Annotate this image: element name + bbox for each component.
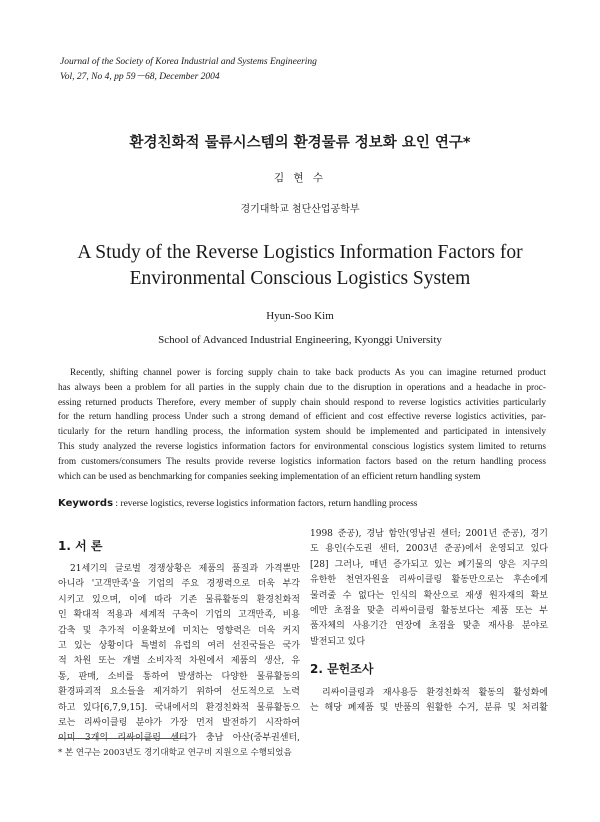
body-line: [28] 그러나, 매년 증가되고 있는 폐기물의 양은 지구의 bbox=[310, 559, 548, 570]
body-line: 는 해당 폐제품 및 반품의 원활한 수거, 분류 및 처리활 bbox=[310, 703, 548, 714]
journal-name: Journal of the Society of Korea Industrial and Systems Engineering bbox=[60, 57, 317, 67]
body-line: 아니라 '고객만족'을 기업의 주요 경쟁력으로 더욱 부각 bbox=[58, 579, 300, 590]
abstract-line: which can be used as benchmarking for companies seeking implementation of an efficient return handling system bbox=[58, 471, 481, 482]
korean-affiliation: 경기대학교 첨단산업공학부 bbox=[240, 204, 360, 215]
keywords bbox=[58, 498, 417, 509]
korean-author: 김 현 수 bbox=[273, 172, 327, 184]
abstract-line: from customers/consumers The results provide reverse logistics information factors based on the return handling process bbox=[58, 456, 546, 467]
abstract-line: has always been a problem for all parties in the supply chain due to the disruption in operations and a headache in proc- bbox=[58, 382, 546, 393]
body-line: 이미 3개의 리싸이클링 센터가 충남 아산(중부권센터, bbox=[58, 733, 300, 744]
body-line: 품자체의 사용기간 연장에 초점을 맞춘 재사용 분야로 bbox=[310, 621, 548, 632]
body-line: 통, 판매, 소비를 통하여 발생하는 다양한 물류활동의 bbox=[58, 671, 300, 682]
korean-title: 환경친화적 물류시스템의 환경물류 정보화 요인 연구* bbox=[129, 135, 471, 151]
abstract-line: for the return handling process Under such a strong demand of efficient and cost effective reverse logistics activities, par- bbox=[58, 412, 546, 423]
english-title bbox=[0, 240, 600, 292]
body-line: 환경파괴적 요소들을 제거하기 위하여 선도적으로 노력 bbox=[58, 687, 300, 698]
abstract-line: Recently, shifting channel power is forcing supply chain to take back products As you can imagine returned product bbox=[70, 368, 546, 378]
journal-volume: Vol, 27, No 4, pp 59－68, December 2004 bbox=[60, 72, 220, 82]
abstract-line: This study analyzed the reverse logistics information factors for environmental conscious logistics system limited to returns bbox=[58, 441, 546, 452]
english-title-line: A Study of the Reverse Logistics Information Factors for bbox=[77, 242, 523, 263]
body-line: 발전되고 있다 bbox=[310, 636, 366, 647]
footnote-divider bbox=[58, 738, 188, 739]
body-line: 고 있는 상황이다 특별히 유럽의 여러 선진국들은 국가 bbox=[58, 641, 300, 652]
section-heading-literature-review: 2. 문헌조사 bbox=[310, 662, 374, 676]
body-line: 유한한 천연자원을 리싸이클링 활동만으로는 후손에게 bbox=[310, 575, 548, 586]
keywords-label: Keywords bbox=[58, 498, 114, 509]
body-line: 물려줄 수 없다는 인식의 확산으로 재생 원자재의 확보 bbox=[310, 590, 548, 601]
body-line: 적 차원 또는 개별 소비자적 차원에서 제품의 생산, 유 bbox=[58, 656, 300, 667]
body-line: 1998 준공), 경남 함안(영남권 센터; 2001년 준공), 경기 bbox=[310, 529, 548, 539]
body-line: 시키고 있으며, 이에 따라 기존 물류활동의 환경친화적 bbox=[58, 594, 300, 605]
journal-header bbox=[60, 55, 317, 85]
keywords-text: : reverse logistics, reverse logistics information factors, return handling process bbox=[115, 499, 418, 509]
body-line: 리싸이클링과 재사용등 환경친화적 활동의 활성화에 bbox=[322, 688, 548, 698]
section-heading-introduction: 1. 서 론 bbox=[58, 539, 103, 553]
abstract-line: essing returned products Therefore, every member of supply chain should respond to reverse logistics activities particularly bbox=[58, 397, 546, 408]
abstract-line: ticularly for the return handling process, the information system should be implemented and participated in intensively bbox=[58, 427, 546, 438]
english-author: Hyun-Soo Kim bbox=[266, 310, 334, 322]
body-line: 로는 리싸이클링 분야가 가장 먼저 발전하기 시작하여 bbox=[58, 718, 300, 729]
body-line: 감축 및 추가적 이윤확보에 미치는 영향력은 더욱 커지 bbox=[58, 625, 300, 636]
body-line: 21세기의 글로벌 경쟁상황은 제품의 품질과 가격뿐만 bbox=[70, 564, 300, 574]
footnote: * 본 연구는 2003년도 경기대학교 연구비 지원으로 수행되었음 bbox=[58, 748, 292, 758]
abstract bbox=[58, 366, 546, 484]
english-affiliation: School of Advanced Industrial Engineering, Kyonggi University bbox=[158, 334, 442, 346]
introduction-column-right bbox=[310, 527, 548, 650]
body-line: 인 확대적 적용과 세계적 구축이 기업의 고객만족, 비용 bbox=[58, 610, 300, 621]
introduction-column-left bbox=[58, 562, 300, 747]
body-line: 도 용인(수도권 센터, 2003년 준공)에서 운영되고 있다 bbox=[310, 544, 548, 555]
english-title-line: Environmental Conscious Logistics System bbox=[129, 268, 471, 289]
body-line: 에만 초점을 맞춘 리싸이클링 활동보다는 제품 또는 부 bbox=[310, 606, 548, 617]
literature-review-column bbox=[310, 686, 548, 717]
body-line: 하고 있다[6,7,9,15]. 국내에서의 환경친화적 물류활동으 bbox=[58, 702, 300, 713]
